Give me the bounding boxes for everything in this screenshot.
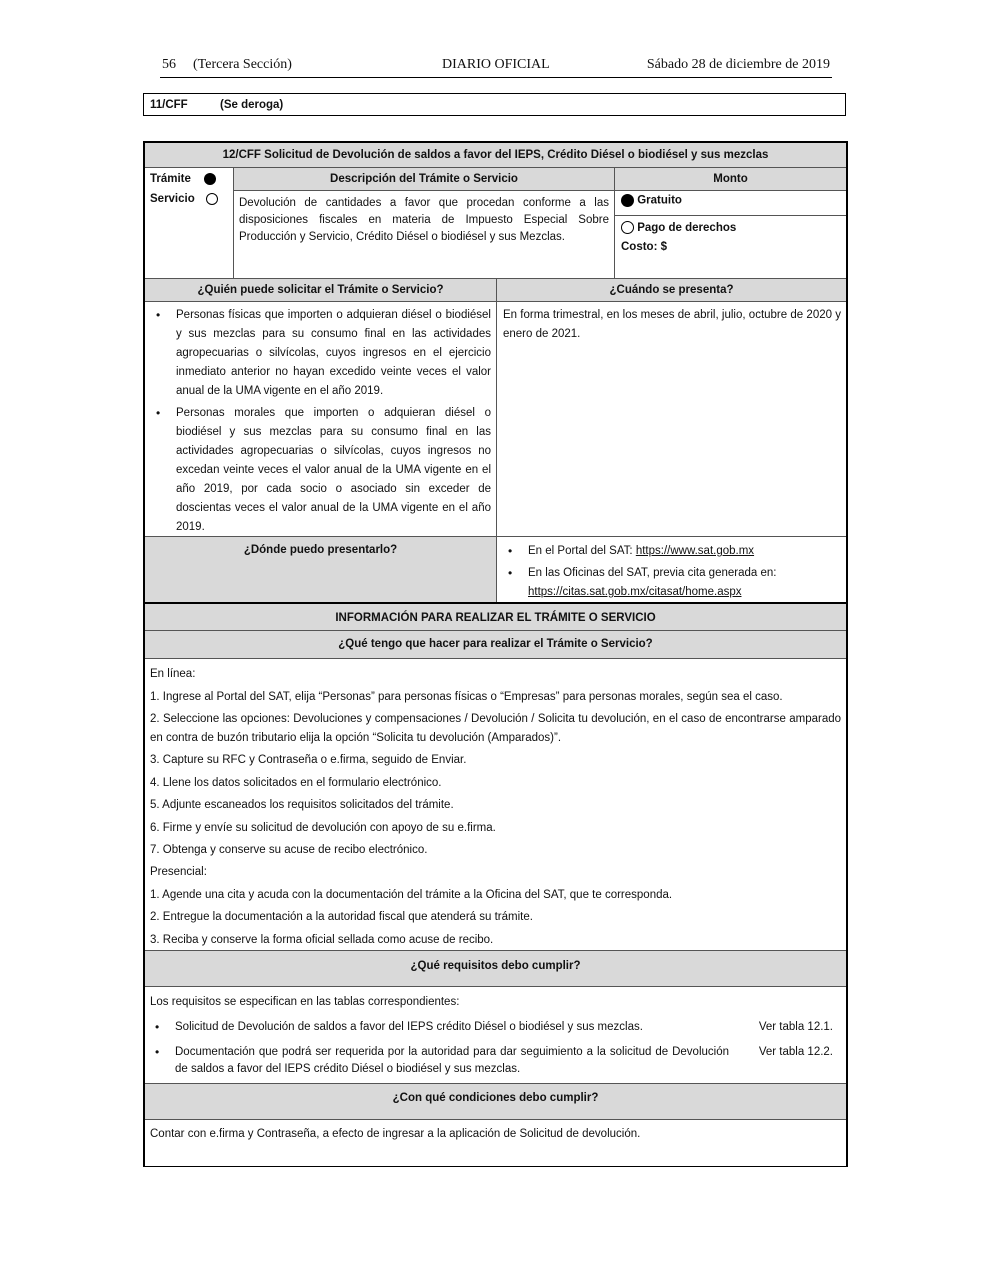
donde-oficinas-prefix: En las Oficinas del SAT, previa cita generada en: xyxy=(528,567,777,579)
donde-portal-item xyxy=(503,542,841,561)
steps-content xyxy=(145,658,846,950)
step-item: 3. Reciba y conserve la forma oficial sellada como acuse de recibo. xyxy=(150,934,494,946)
step-item: 1. Agende una cita y acuda con la documentación del trámite a la Oficina del SAT, que te corresponda. xyxy=(150,889,673,901)
requisito-ref: Ver tabla 12.1. xyxy=(758,1021,833,1033)
step-item: 3. Capture su RFC y Contraseña o e.firma, seguido de Enviar. xyxy=(150,754,467,766)
pago-derechos-label: Pago de derechos xyxy=(637,222,737,234)
description-header: Descripción del Trámite o Servicio xyxy=(233,167,614,190)
type-tramite-label: Trámite xyxy=(150,173,191,186)
requisito-ref: Ver tabla 12.2. xyxy=(758,1046,833,1058)
monto-gratuito xyxy=(614,190,846,215)
radio-filled-icon xyxy=(204,173,216,185)
condiciones-header: ¿Con qué condiciones debo cumplir? xyxy=(145,1083,846,1119)
quien-header: ¿Quién puede solicitar el Trámite o Servicio? xyxy=(145,278,496,301)
cuando-text: En forma trimestral, en los meses de abril, julio, octubre de 2020 y enero de 2021. xyxy=(496,301,846,536)
requisitos-content xyxy=(145,986,846,1083)
gratuito-label: Gratuito xyxy=(637,194,682,207)
info-header: INFORMACIÓN PARA REALIZAR EL TRÁMITE O SERVICIO xyxy=(145,602,846,630)
quien-item: • Personas físicas que importen o adquieran diésel o biodiésel y sus mezclas para su consumo final en las actividades agropecuarias o silvícolas, cuyos ingresos en el ejercicio inmediato anterior no hayan excedido veinte veces el valor anual de la UMA vigente en el año 2019. xyxy=(151,306,491,401)
step-item: 2. Entregue la documentación a la autoridad fiscal que atenderá su trámite. xyxy=(150,911,533,923)
type-servicio-label: Servicio xyxy=(150,193,195,206)
section-label: (Tercera Sección) xyxy=(193,57,292,72)
description-text: Devolución de cantidades a favor que procedan conforme a las disposiciones fiscales en materia de Impuesto Especial Sobre Producción y Servicio, Crédito Diésel o biodiésel y sus Mezclas. xyxy=(233,190,614,278)
step-item: 1. Ingrese al Portal del SAT, elija “Personas” para personas físicas o “Empresas” para personas morales, según sea el caso. xyxy=(150,691,783,703)
radio-filled-icon xyxy=(621,194,634,207)
requisitos-intro: Los requisitos se especifican en las tablas correspondientes: xyxy=(150,996,460,1008)
cuando-header: ¿Cuándo se presenta? xyxy=(496,278,846,301)
requisito-text: Documentación que podrá ser requerida por la autoridad para dar seguimiento a la solicitud de Devolución de saldos a favor del IEPS crédito Diésel o biodiésel y sus mezclas. xyxy=(175,1046,729,1075)
requisito-text: Solicitud de Devolución de saldos a favor del IEPS crédito Diésel o biodiésel y sus mezclas. xyxy=(175,1021,643,1033)
step-item: 7. Obtenga y conserve su acuse de recibo electrónico. xyxy=(150,844,428,856)
monto-header: Monto xyxy=(614,167,846,190)
monto-pago xyxy=(614,215,846,278)
radio-empty-icon xyxy=(206,193,218,205)
requisito-item xyxy=(150,1044,841,1078)
step-item: Presencial: xyxy=(150,866,207,878)
donde-oficinas-item xyxy=(503,564,841,602)
citas-sat-link[interactable]: https://citas.sat.gob.mx/citasat/home.aspx xyxy=(528,586,742,598)
requisito-item xyxy=(150,1019,841,1036)
page-header xyxy=(160,57,832,78)
procedure-form xyxy=(143,141,848,1167)
quien-content xyxy=(145,301,496,536)
derogated-entry xyxy=(143,93,846,116)
requisitos-header: ¿Qué requisitos debo cumplir? xyxy=(145,950,846,986)
donde-header: ¿Dónde puedo presentarlo? xyxy=(145,536,496,602)
form-title: 12/CFF Solicitud de Devolución de saldos a favor del IEPS, Crédito Diésel o biodiésel y sus mezclas xyxy=(145,143,846,167)
derogated-text: (Se deroga) xyxy=(220,99,284,111)
derogated-code: 11/CFF xyxy=(150,99,188,111)
quien-item: • Personas morales que importen o adquieran diésel o biodiésel y sus mezclas para su consumo final en las actividades agropecuarias o silvícolas, cuyos ingresos no excedan veinte veces el valor anual de la UMA vigente en el año 2019, por cada socio o asociado sin exceder de doscientas veces el valor anual de la UMA vigente en el año 2019. xyxy=(151,404,491,537)
que-hacer-header: ¿Qué tengo que hacer para realizar el Trámite o Servicio? xyxy=(145,630,846,658)
type-cell xyxy=(145,167,233,278)
costo-label: Costo: $ xyxy=(621,241,667,253)
publication-date: Sábado 28 de diciembre de 2019 xyxy=(646,57,830,72)
donde-portal-prefix: En el Portal del SAT: xyxy=(528,545,636,557)
step-item: En línea: xyxy=(150,668,196,680)
step-item: 6. Firme y envíe su solicitud de devolución con apoyo de su e.firma. xyxy=(150,822,496,834)
step-item: 4. Llene los datos solicitados en el formulario electrónico. xyxy=(150,777,442,789)
condiciones-text: Contar con e.firma y Contraseña, a efecto de ingresar a la aplicación de Solicitud de devolución. xyxy=(145,1119,846,1166)
page-number: 56 xyxy=(162,57,176,72)
sat-portal-link[interactable]: https://www.sat.gob.mx xyxy=(635,545,755,557)
donde-content xyxy=(496,536,846,602)
step-item: 5. Adjunte escaneados los requisitos solicitados del trámite. xyxy=(150,799,454,811)
type-servicio-row xyxy=(150,193,233,205)
step-item: 2. Seleccione las opciones: Devoluciones y compensaciones / Devolución / Solicita tu devolución, en el caso de encontrarse amparado en contra de buzón tributario elija la opción “Solicita tu devolución (Amparados)”. xyxy=(150,713,841,744)
type-tramite-row xyxy=(150,173,233,193)
radio-empty-icon xyxy=(621,221,634,234)
publication-title: DIARIO OFICIAL xyxy=(442,57,550,72)
